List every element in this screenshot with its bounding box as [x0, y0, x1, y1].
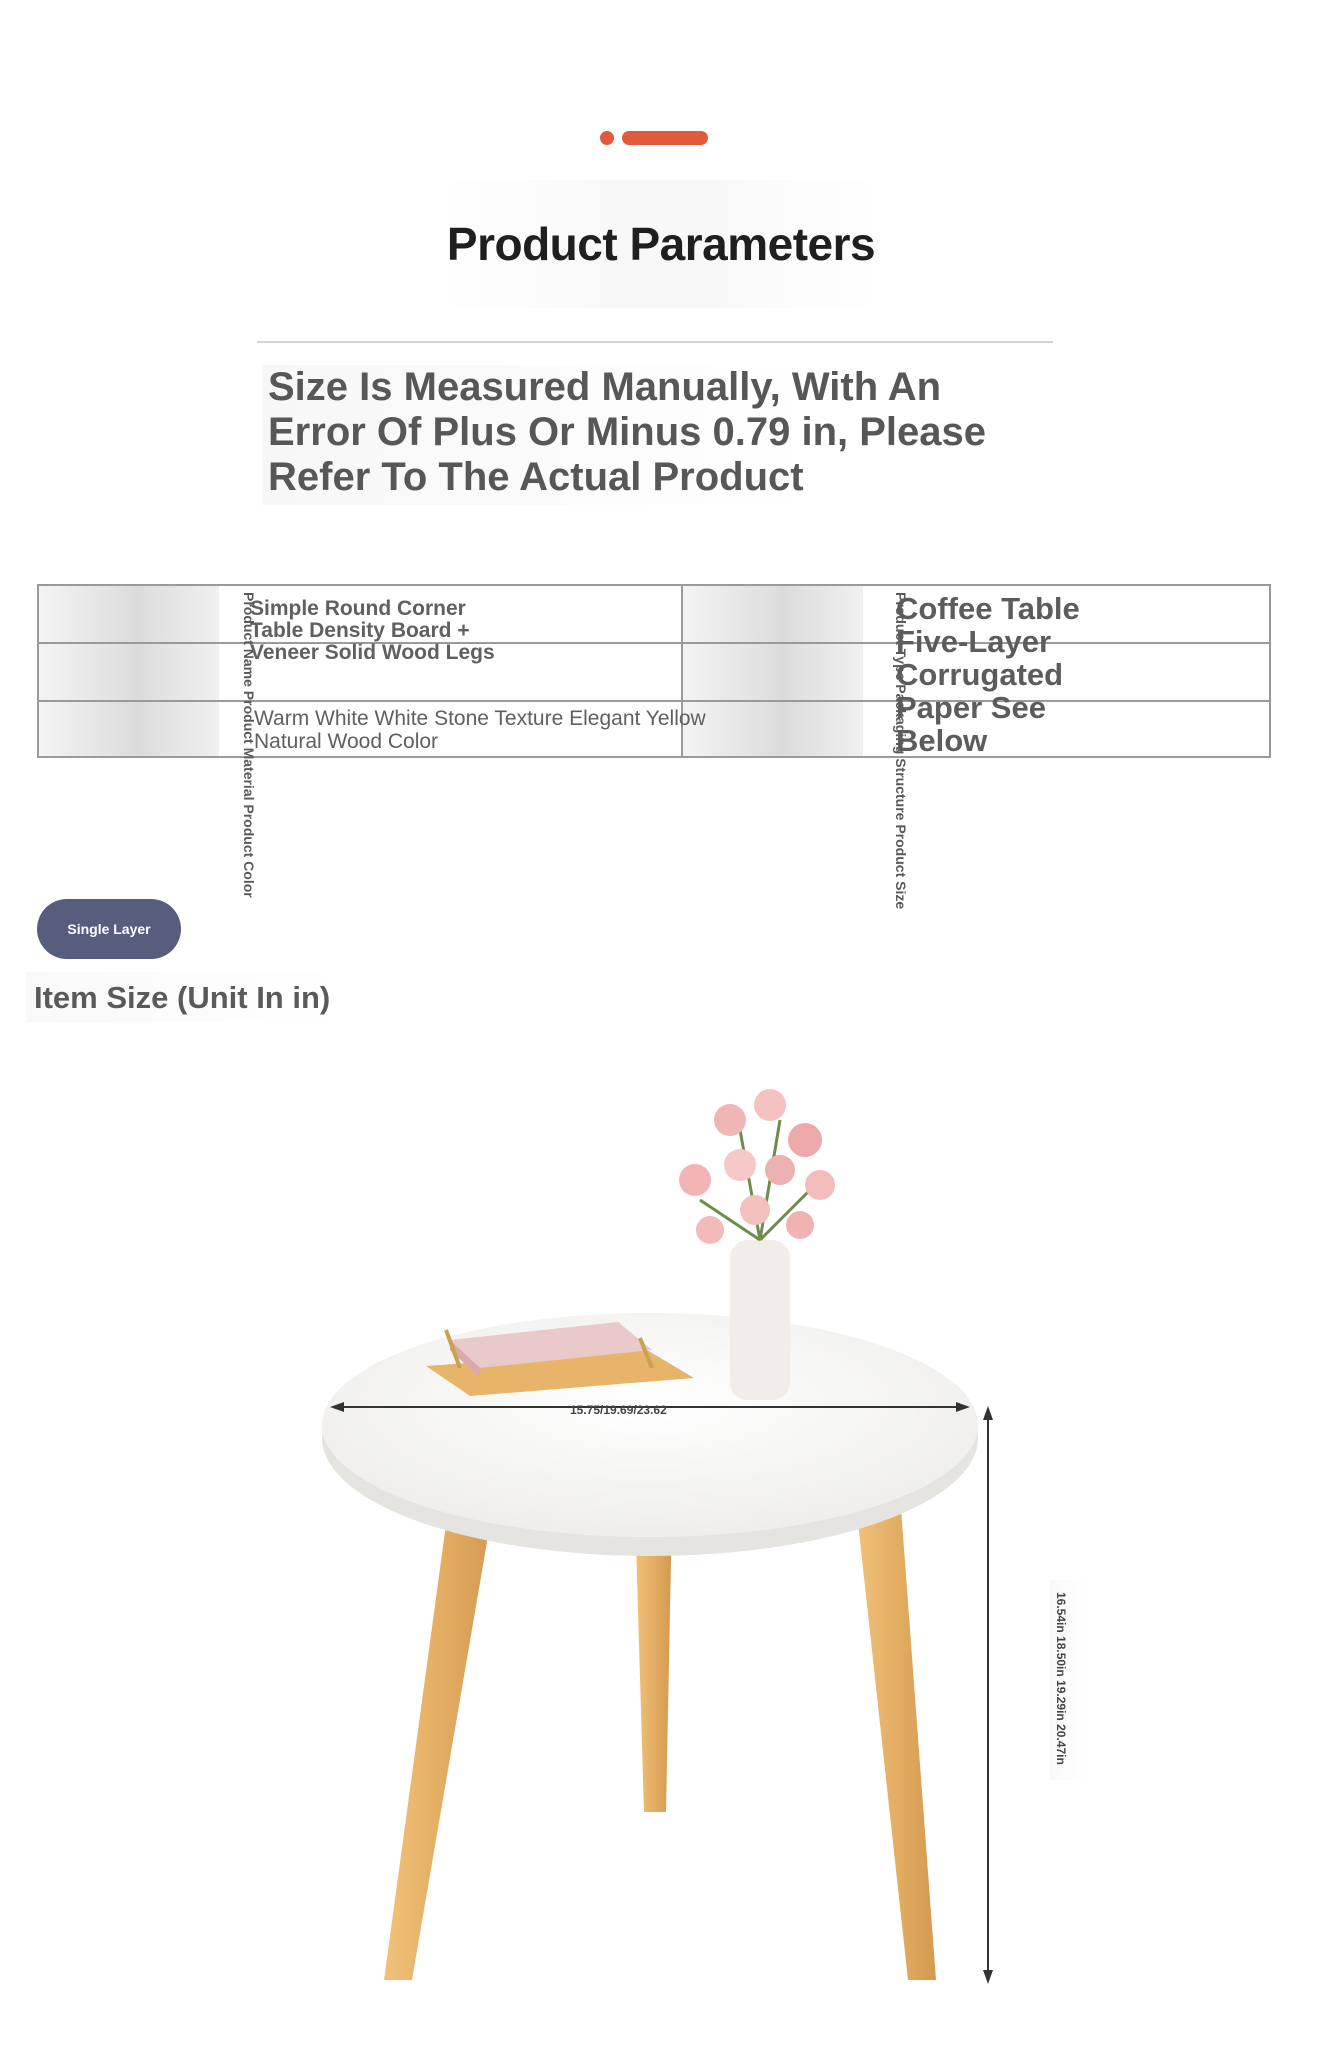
width-dimension-label: 15.75/19.69/23.62	[570, 1403, 667, 1417]
height-dimension-arrow	[983, 1406, 993, 1984]
page-title: Product Parameters	[446, 218, 876, 270]
product-illustration	[300, 1060, 1080, 1990]
divider	[257, 341, 1053, 343]
single-layer-tab[interactable]: Single Layer	[37, 899, 181, 959]
measurement-note: Size Is Measured Manually, With An Error Of Plus Or Minus 0.79 in, Please Refer To The Actual Product	[268, 365, 987, 499]
label-cell-left	[39, 586, 219, 756]
table-leg	[384, 1495, 495, 1980]
item-size-heading-panel	[26, 972, 346, 1022]
table-leg	[855, 1495, 936, 1980]
right-parameter-value: Coffee Table Five-Layer Corrugated Paper See Below	[896, 591, 1080, 758]
left-parameter-labels: Product Name Product Material Product Color	[241, 592, 257, 898]
title-panel	[442, 180, 880, 308]
product-name-value: Simple Round Corner Table Density Board + Veneer Solid Wood Legs	[250, 597, 495, 664]
right-parameter-labels: Product Type Packaging Structure Product Size	[893, 592, 909, 910]
measurement-note-panel	[262, 365, 1052, 505]
accent-dot	[600, 131, 614, 145]
accent-bar	[622, 131, 708, 145]
item-size-heading: Item Size (Unit In in)	[34, 980, 331, 1015]
product-color-value: Warm White White Stone Texture Elegant Yellow Natural Wood Color	[254, 707, 706, 753]
height-dimension-label: 16.54in 18.50in 19.29in 20.47in	[1054, 1592, 1068, 1765]
table-top	[322, 1313, 978, 1537]
